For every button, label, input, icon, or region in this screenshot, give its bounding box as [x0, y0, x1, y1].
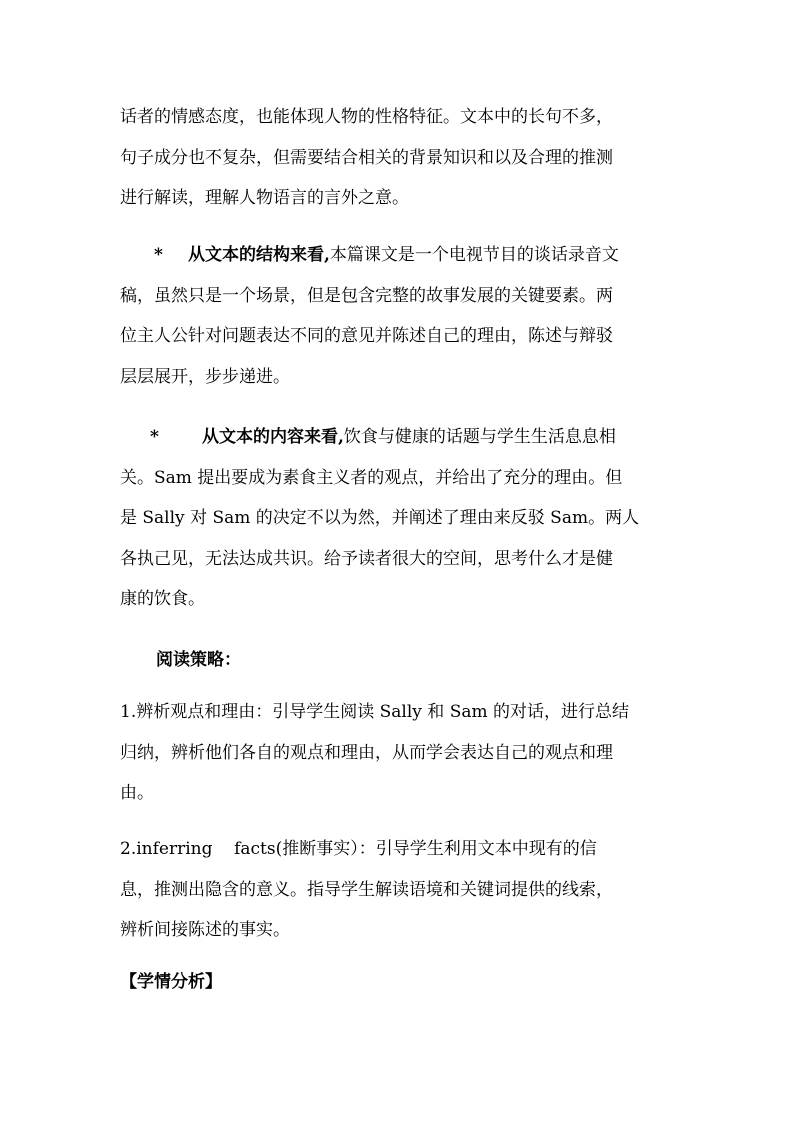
bullet-star: *: [150, 427, 159, 447]
text-line: 辨析间接陈述的事实。: [120, 920, 290, 940]
paragraph-content: [120, 417, 680, 620]
text-line: 句子成分也不复杂，但需要结合相关的背景知识和以及合理的推测: [120, 147, 613, 168]
strategy-item-2: [120, 829, 680, 951]
section-subheading: 阅读策略：: [156, 650, 241, 670]
section-heading: 【学情分析】: [120, 972, 222, 992]
text-line: 位主人公针对问题表达不同的意见并陈述自己的理由，陈述与辩驳: [120, 326, 613, 346]
text-line: 关。Sam 提出要成为素食主义者的观点，并给出了充分的理由。但: [120, 467, 623, 488]
text-line: [120, 235, 680, 276]
paragraph-continued: [120, 97, 680, 219]
text-line: 息，推测出隐含的意义。指导学生解读语境和关键词提供的线索，: [120, 879, 613, 900]
text-line: 进行解读，理解人物语言的言外之意。: [120, 188, 409, 208]
paragraph-structure: [120, 235, 680, 397]
text-line: 各执己见，无法达成共识。给予读者很大的空间，思考什么才是健: [120, 548, 613, 569]
paragraph-heading: 从文本的结构来看,: [188, 245, 330, 265]
paragraph-heading: 从文本的内容来看,: [202, 427, 344, 447]
text-line: 1.辨析观点和理由：引导学生阅读 Sally 和 Sam 的对话，进行总结: [120, 702, 629, 722]
text-line: 是 Sally 对 Sam 的决定不以为然，并阐述了理由来反驳 Sam。两人: [120, 508, 640, 528]
text-line: 2.inferring facts(推断事实）：引导学生利用文本中现有的信: [120, 839, 597, 859]
text-line: 归纳，辨析他们各自的观点和理由，从而学会表达自己的观点和理: [120, 742, 613, 763]
text-line: 层层展开，步步递进。: [120, 366, 290, 387]
text-line: 康的饮食。: [120, 589, 205, 609]
text-span: 饮食与健康的话题与学生生活息息相: [343, 427, 616, 447]
text-line: 话者的情感态度，也能体现人物的性格特征。文本中的长句不多，: [120, 107, 613, 127]
strategy-item-1: [120, 692, 680, 814]
text-line: 由。: [120, 783, 154, 803]
strategy-heading-block: [120, 640, 680, 681]
bullet-star: *: [154, 245, 163, 265]
text-line: [120, 417, 680, 458]
text-line: 稿，虽然只是一个场景，但是包含完整的故事发展的关键要素。两: [120, 285, 613, 306]
text-span: 本篇课文是一个电视节目的谈话录音文: [329, 245, 619, 265]
section-heading-block: [120, 962, 680, 1003]
